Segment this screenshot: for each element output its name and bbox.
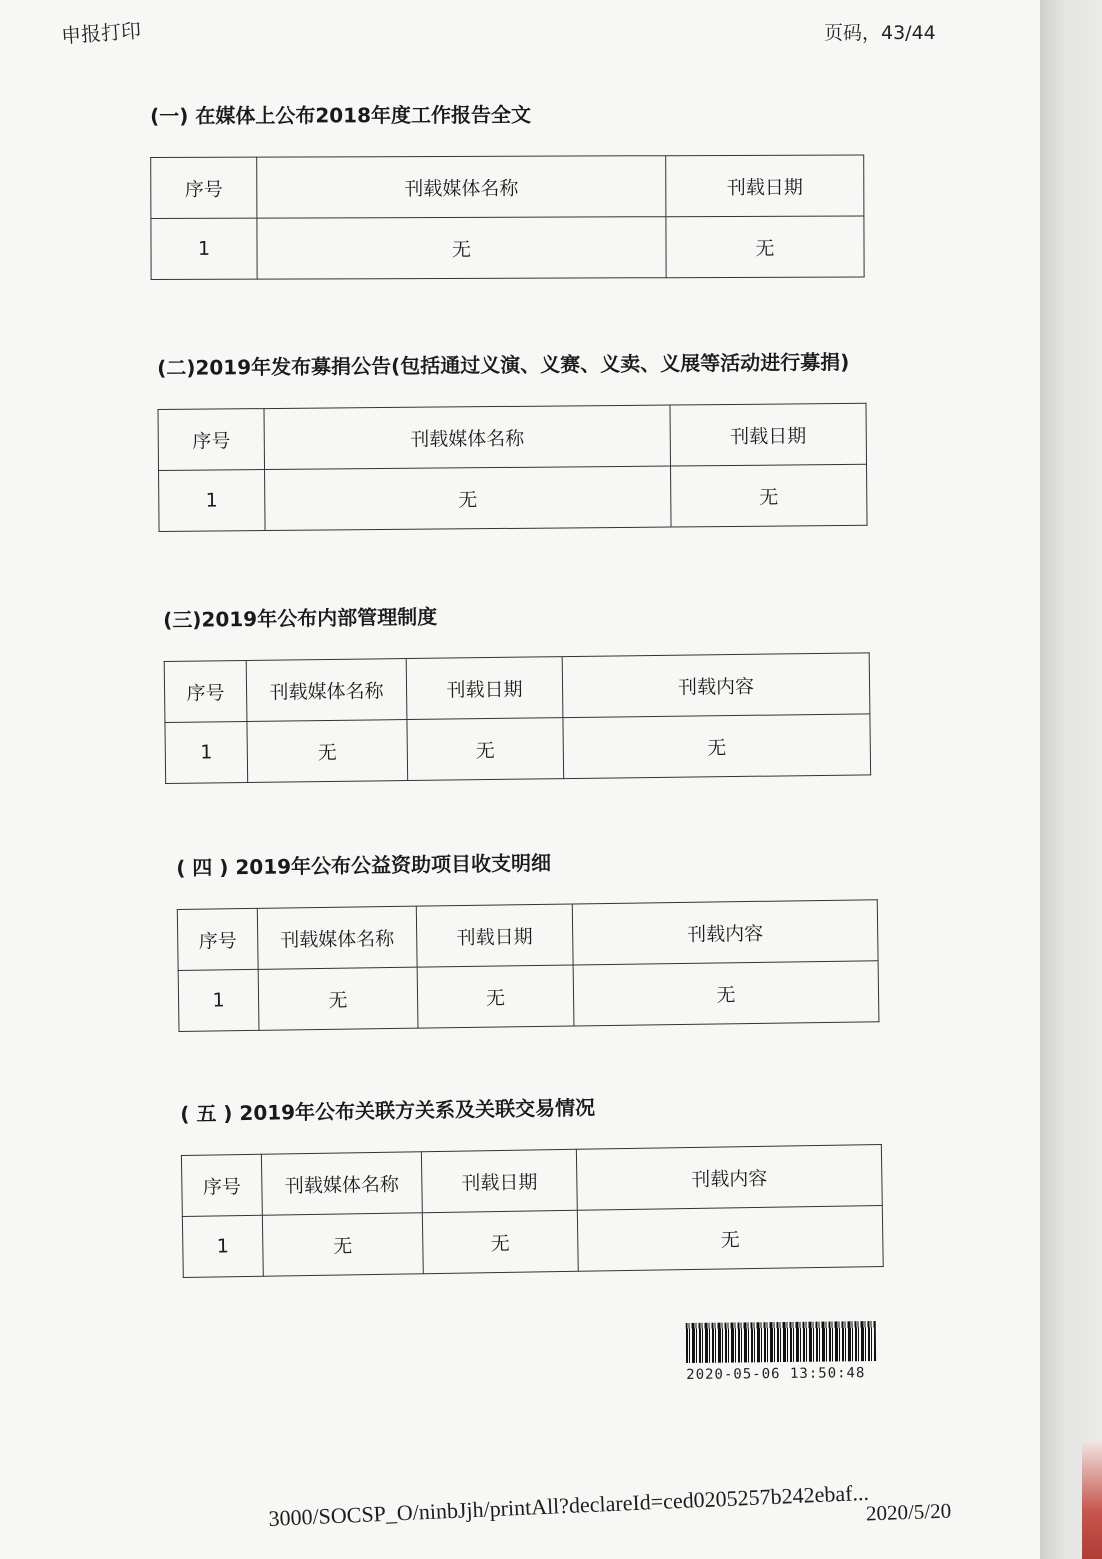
table-header-row xyxy=(164,653,870,723)
footer-date: 2020/5/20 xyxy=(865,1498,952,1526)
table-row xyxy=(159,464,868,531)
barcode-timestamp: 2020-05-06 13:50:48 xyxy=(686,1365,866,1384)
cell-content: 无 xyxy=(573,961,879,1026)
page-edge-shadow xyxy=(1040,0,1102,1559)
header-cell-date: 刊载日期 xyxy=(670,403,867,466)
header-cell-index: 序号 xyxy=(151,157,257,218)
header-cell-date: 刊载日期 xyxy=(421,1149,577,1212)
cell-date: 无 xyxy=(422,1210,578,1273)
section-2-title: (二)2019年发布募捐公告(包括通过义演、义赛、义卖、义展等活动进行募捐) xyxy=(157,349,850,380)
header-cell-content: 刊载内容 xyxy=(562,653,870,718)
header-cell-date: 刊载日期 xyxy=(666,155,864,217)
table-header-row xyxy=(151,155,864,218)
table-row xyxy=(165,714,871,784)
section-2 xyxy=(157,346,868,532)
cell-date: 无 xyxy=(417,965,574,1028)
header-cell-media: 刊载媒体名称 xyxy=(264,405,671,470)
table-row xyxy=(178,961,879,1032)
cell-index: 1 xyxy=(165,721,248,783)
cell-media: 无 xyxy=(262,1213,423,1277)
barcode-image xyxy=(686,1321,876,1363)
barcode-block xyxy=(686,1321,879,1383)
header-cell-date: 刊载日期 xyxy=(416,904,573,967)
cell-index: 1 xyxy=(182,1215,263,1277)
header-cell-date: 刊载日期 xyxy=(406,657,563,720)
section-4 xyxy=(176,842,879,1032)
cell-media: 无 xyxy=(257,217,666,279)
section-3-title: (三)2019年公布内部管理制度 xyxy=(163,604,438,632)
footer-url: 3000/SOCSP_O/ninbJjh/printAll?declareId=ced0205257b242ebaf... xyxy=(268,1479,870,1531)
page-number: 页码，43/44 xyxy=(824,22,936,44)
cell-content: 无 xyxy=(563,714,871,779)
cell-date: 无 xyxy=(666,216,864,278)
header-cell-content: 刊载内容 xyxy=(572,900,878,965)
section-4-table xyxy=(177,899,880,1032)
section-5-title: ( 五 ) 2019年公布关联方关系及关联交易情况 xyxy=(180,1095,596,1126)
cell-media: 无 xyxy=(258,967,418,1030)
section-1-title: (一) 在媒体上公布2018年度工作报告全文 xyxy=(150,102,532,128)
header-cell-index: 序号 xyxy=(164,660,247,722)
cell-date: 无 xyxy=(407,718,564,781)
table-header-row xyxy=(181,1144,882,1216)
header-cell-media: 刊载媒体名称 xyxy=(257,906,417,969)
red-binder-edge xyxy=(1082,1440,1102,1559)
header-cell-index: 序号 xyxy=(181,1154,262,1216)
table-row xyxy=(151,216,864,279)
cell-media: 无 xyxy=(265,466,672,531)
table-header-row xyxy=(158,403,867,470)
section-1-table xyxy=(150,155,864,280)
table-header-row xyxy=(177,900,878,971)
header-cell-media: 刊载媒体名称 xyxy=(246,659,407,722)
section-3-table xyxy=(164,652,871,784)
section-2-table xyxy=(157,403,867,532)
cell-date: 无 xyxy=(671,464,868,527)
header-left-text: 申报打印 xyxy=(60,18,142,48)
header-cell-content: 刊载内容 xyxy=(576,1144,882,1210)
header-cell-index: 序号 xyxy=(177,908,258,970)
section-3 xyxy=(163,595,871,784)
section-5 xyxy=(180,1087,884,1278)
header-cell-media: 刊载媒体名称 xyxy=(257,156,666,218)
table-row xyxy=(182,1205,883,1277)
cell-content: 无 xyxy=(577,1205,883,1271)
cell-index: 1 xyxy=(178,969,259,1031)
section-5-table xyxy=(181,1144,884,1278)
cell-index: 1 xyxy=(159,470,266,532)
section-1 xyxy=(150,98,865,280)
cell-index: 1 xyxy=(151,218,257,279)
header-cell-index: 序号 xyxy=(158,409,265,471)
cell-media: 无 xyxy=(247,720,408,783)
header-cell-media: 刊载媒体名称 xyxy=(261,1152,422,1216)
section-4-title: ( 四 ) 2019年公布公益资助项目收支明细 xyxy=(176,850,552,880)
